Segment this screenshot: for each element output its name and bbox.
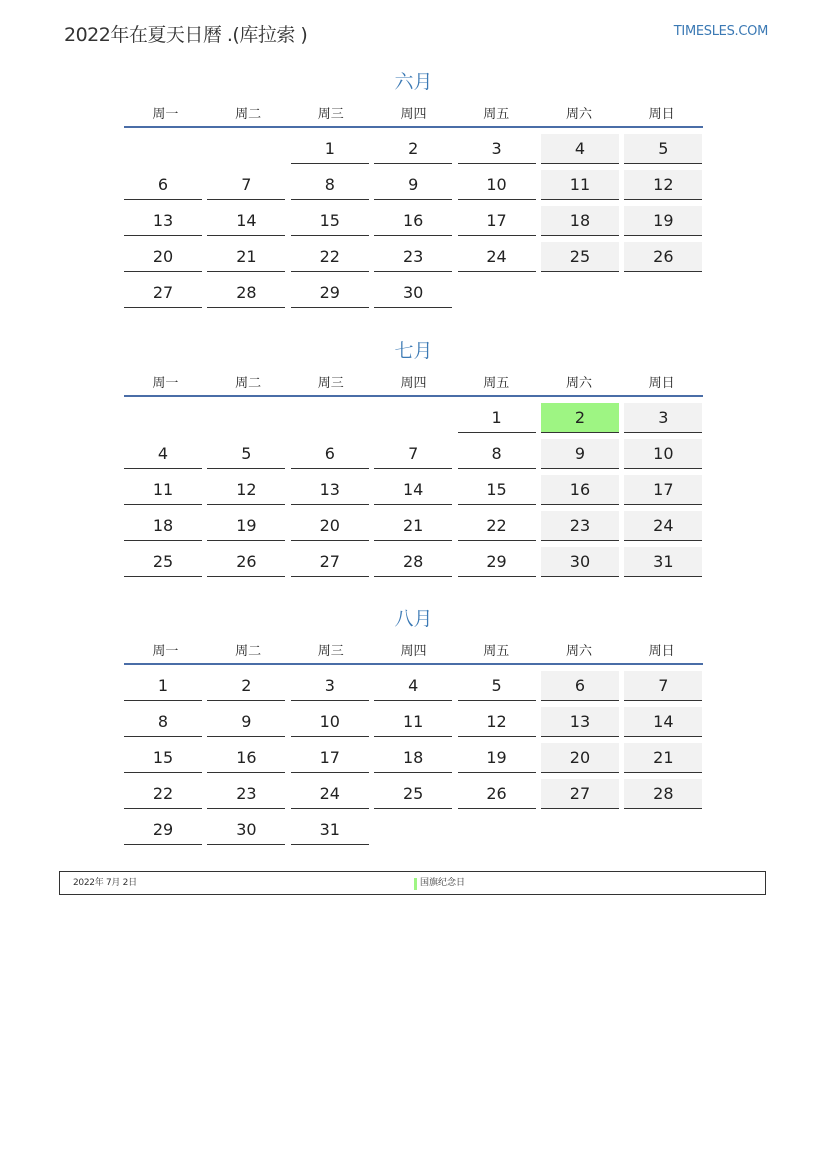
day-cell: 22 — [458, 511, 536, 541]
empty-day-cell — [541, 278, 619, 308]
month-title: 八月 — [394, 608, 433, 630]
day-cell: 20 — [124, 242, 202, 272]
day-cell: 9 — [374, 170, 452, 200]
day-cell: 28 — [624, 779, 702, 809]
weekday-label: 周二 — [235, 643, 262, 659]
legend-date: 2022年 7月 2日 — [73, 878, 137, 888]
weekday-header — [124, 98, 703, 126]
day-cell: 17 — [458, 206, 536, 236]
weekday-header — [124, 367, 703, 395]
weekday-label: 周日 — [648, 375, 675, 391]
day-cell: 20 — [541, 743, 619, 773]
day-cell: 6 — [541, 671, 619, 701]
week-row — [124, 206, 703, 242]
legend-color-swatch — [414, 878, 417, 890]
empty-day-cell — [124, 134, 202, 164]
day-cell: 18 — [124, 511, 202, 541]
month-calendar — [124, 337, 703, 583]
day-cell: 27 — [541, 779, 619, 809]
empty-day-cell — [458, 815, 536, 845]
day-cell: 13 — [541, 707, 619, 737]
header-divider — [124, 395, 703, 397]
day-cell: 11 — [541, 170, 619, 200]
day-cell: 29 — [124, 815, 202, 845]
day-cell: 15 — [291, 206, 369, 236]
empty-day-cell — [124, 403, 202, 433]
day-cell: 21 — [207, 242, 285, 272]
day-cell: 8 — [458, 439, 536, 469]
week-row — [124, 242, 703, 278]
day-cell: 2 — [207, 671, 285, 701]
day-cell: 24 — [458, 242, 536, 272]
day-cell: 14 — [624, 707, 702, 737]
day-cell: 17 — [291, 743, 369, 773]
day-cell: 24 — [624, 511, 702, 541]
day-cell: 5 — [624, 134, 702, 164]
day-cell: 30 — [374, 278, 452, 308]
day-cell: 28 — [374, 547, 452, 577]
day-cell: 10 — [458, 170, 536, 200]
weekday-label: 周四 — [400, 106, 427, 122]
day-cell: 29 — [458, 547, 536, 577]
day-cell: 18 — [541, 206, 619, 236]
day-cell: 11 — [374, 707, 452, 737]
day-cell: 7 — [624, 671, 702, 701]
day-cell: 28 — [207, 278, 285, 308]
day-cell: 15 — [458, 475, 536, 505]
day-cell: 20 — [291, 511, 369, 541]
day-cell: 4 — [374, 671, 452, 701]
week-row — [124, 547, 703, 583]
page-title: 2022年在夏天日曆 .(库拉索 ) — [64, 24, 308, 46]
weekday-label: 周五 — [483, 106, 510, 122]
week-row — [124, 134, 703, 170]
week-row — [124, 779, 703, 815]
day-cell: 16 — [374, 206, 452, 236]
day-cell: 16 — [207, 743, 285, 773]
day-cell: 14 — [207, 206, 285, 236]
day-cell: 8 — [291, 170, 369, 200]
empty-day-cell — [207, 134, 285, 164]
day-cell: 12 — [207, 475, 285, 505]
day-cell: 1 — [458, 403, 536, 433]
day-cell: 31 — [291, 815, 369, 845]
weekday-label: 周日 — [648, 106, 675, 122]
day-cell: 21 — [624, 743, 702, 773]
week-row — [124, 403, 703, 439]
weekday-label: 周一 — [152, 106, 179, 122]
day-cell: 2 — [541, 403, 619, 433]
legend-holiday-name — [414, 872, 465, 894]
day-cell: 5 — [458, 671, 536, 701]
day-cell: 13 — [291, 475, 369, 505]
weekday-label: 周五 — [483, 375, 510, 391]
weekday-label: 周三 — [317, 643, 344, 659]
empty-day-cell — [374, 815, 452, 845]
site-link[interactable]: TIMESLES.COM — [673, 24, 768, 39]
day-cell: 18 — [374, 743, 452, 773]
day-cell: 19 — [207, 511, 285, 541]
day-cell: 5 — [207, 439, 285, 469]
empty-day-cell — [624, 278, 702, 308]
weekday-label: 周三 — [317, 106, 344, 122]
day-cell: 26 — [624, 242, 702, 272]
week-row — [124, 439, 703, 475]
day-cell: 19 — [458, 743, 536, 773]
day-cell: 30 — [207, 815, 285, 845]
day-cell: 19 — [624, 206, 702, 236]
day-cell: 23 — [374, 242, 452, 272]
day-cell: 21 — [374, 511, 452, 541]
week-row — [124, 475, 703, 511]
empty-day-cell — [458, 278, 536, 308]
weekday-label: 周六 — [565, 375, 592, 391]
header-divider — [124, 663, 703, 665]
day-cell: 23 — [207, 779, 285, 809]
day-cell: 1 — [291, 134, 369, 164]
day-cell: 25 — [374, 779, 452, 809]
day-cell: 12 — [624, 170, 702, 200]
weekday-label: 周六 — [565, 106, 592, 122]
weekday-label: 周六 — [565, 643, 592, 659]
day-cell: 27 — [124, 278, 202, 308]
day-cell: 7 — [374, 439, 452, 469]
day-cell: 1 — [124, 671, 202, 701]
weekday-label: 周三 — [317, 375, 344, 391]
week-row — [124, 511, 703, 547]
week-row — [124, 743, 703, 779]
month-title: 七月 — [394, 340, 433, 362]
empty-day-cell — [624, 815, 702, 845]
day-cell: 4 — [124, 439, 202, 469]
day-cell: 24 — [291, 779, 369, 809]
day-cell: 12 — [458, 707, 536, 737]
day-cell: 26 — [207, 547, 285, 577]
week-row — [124, 671, 703, 707]
day-cell: 17 — [624, 475, 702, 505]
weekday-label: 周四 — [400, 643, 427, 659]
day-cell: 4 — [541, 134, 619, 164]
week-row — [124, 170, 703, 206]
empty-day-cell — [207, 403, 285, 433]
day-cell: 25 — [124, 547, 202, 577]
day-cell: 16 — [541, 475, 619, 505]
weekday-label: 周四 — [400, 375, 427, 391]
day-cell: 9 — [541, 439, 619, 469]
day-cell: 6 — [124, 170, 202, 200]
day-cell: 31 — [624, 547, 702, 577]
day-cell: 25 — [541, 242, 619, 272]
empty-day-cell — [541, 815, 619, 845]
week-row — [124, 278, 703, 314]
header-divider — [124, 126, 703, 128]
day-cell: 7 — [207, 170, 285, 200]
day-cell: 3 — [291, 671, 369, 701]
day-cell: 2 — [374, 134, 452, 164]
week-row — [124, 707, 703, 743]
day-cell: 11 — [124, 475, 202, 505]
day-cell: 10 — [624, 439, 702, 469]
day-cell: 27 — [291, 547, 369, 577]
day-cell: 29 — [291, 278, 369, 308]
month-calendar — [124, 68, 703, 314]
holiday-legend — [59, 871, 766, 895]
week-row — [124, 815, 703, 851]
day-cell: 26 — [458, 779, 536, 809]
day-cell: 3 — [624, 403, 702, 433]
day-cell: 22 — [124, 779, 202, 809]
day-cell: 22 — [291, 242, 369, 272]
day-cell: 3 — [458, 134, 536, 164]
day-cell: 15 — [124, 743, 202, 773]
weekday-header — [124, 635, 703, 663]
weekday-label: 周一 — [152, 375, 179, 391]
day-cell: 10 — [291, 707, 369, 737]
weekday-label: 周二 — [235, 106, 262, 122]
legend-holiday-label: 国旗纪念日 — [420, 878, 466, 888]
day-cell: 6 — [291, 439, 369, 469]
weekday-label: 周一 — [152, 643, 179, 659]
empty-day-cell — [374, 403, 452, 433]
month-title: 六月 — [394, 71, 433, 93]
day-cell: 13 — [124, 206, 202, 236]
weekday-label: 周五 — [483, 643, 510, 659]
day-cell: 23 — [541, 511, 619, 541]
day-cell: 8 — [124, 707, 202, 737]
day-cell: 9 — [207, 707, 285, 737]
day-cell: 14 — [374, 475, 452, 505]
day-cell: 30 — [541, 547, 619, 577]
weekday-label: 周二 — [235, 375, 262, 391]
weekday-label: 周日 — [648, 643, 675, 659]
month-calendar — [124, 605, 703, 851]
empty-day-cell — [291, 403, 369, 433]
